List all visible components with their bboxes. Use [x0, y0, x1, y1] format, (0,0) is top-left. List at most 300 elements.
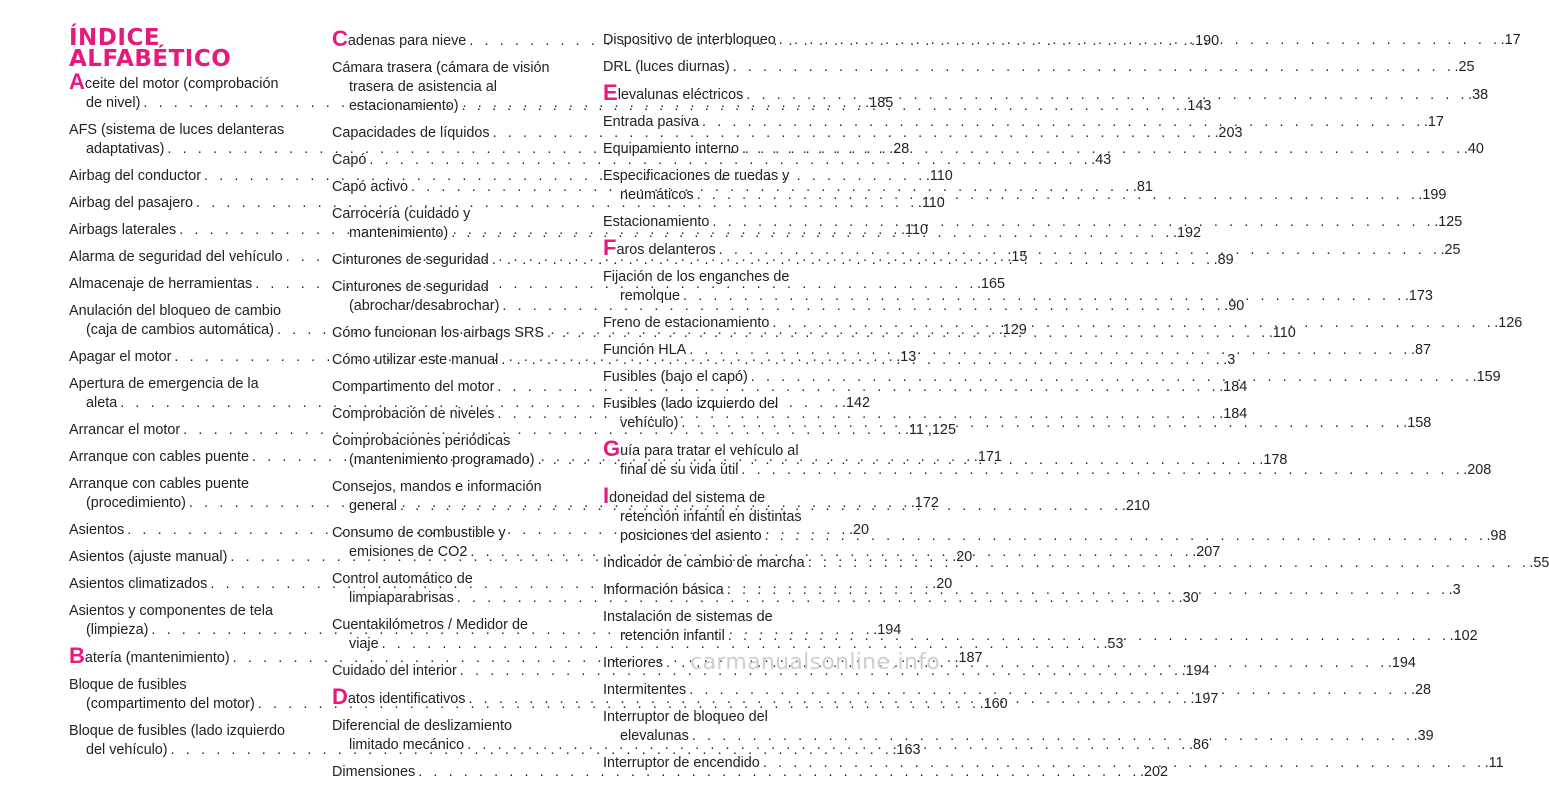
index-entry-text: [603, 681, 686, 700]
index-entry-text: [69, 575, 207, 594]
index-entry-line: [332, 478, 568, 497]
index-entry-text: [332, 206, 470, 222]
index-entry-term: Entrada pasiva: [603, 114, 699, 130]
index-entry-term: Función HLA: [603, 342, 687, 358]
page-number: .102: [1449, 628, 1478, 644]
index-entry-term: Intermitentes: [603, 682, 687, 698]
leader-dots: [760, 754, 1485, 773]
index-entry-text: [349, 543, 467, 562]
page-number: .55: [1529, 555, 1549, 571]
index-entry-text: [603, 341, 686, 360]
index-entry-term: adaptativas): [86, 141, 165, 157]
index-entry-term: viaje: [349, 636, 379, 652]
page-number: .43: [1091, 152, 1112, 168]
index-entry: [603, 58, 1475, 77]
page-number: .86: [1189, 737, 1210, 753]
index-entry-text: [69, 348, 171, 367]
index-entry-text: [332, 324, 544, 343]
index-entry-text: [620, 414, 678, 433]
index-entry-term: Indicador de cambio de marcha: [603, 555, 805, 571]
index-entry-text: [332, 405, 494, 424]
index-entry-term: Cómo funcionan los airbags SRS: [332, 325, 544, 341]
index-entry-term: Información básica: [603, 582, 724, 598]
index-entry-text: [332, 763, 415, 782]
index-entry-text: [349, 97, 459, 116]
index-entry-text: [332, 433, 510, 449]
index-entry-term: Airbag del pasajero: [69, 195, 193, 211]
index-entry-text: [332, 684, 466, 709]
index-entry-text: [620, 186, 694, 205]
page-number: .172: [910, 495, 939, 511]
page-title-line-2: ALFABÉTICO: [69, 46, 232, 72]
index-entry-text: [332, 60, 550, 76]
leader-dots: [694, 186, 1419, 205]
page-title-line-1: ÍNDICE: [69, 25, 161, 51]
index-entry-term: Fijación de los enganches de: [603, 269, 790, 285]
page-number: .90: [1224, 298, 1245, 314]
leader-dots: [730, 58, 1455, 77]
index-entry-line: [603, 608, 839, 627]
index-entry-line: [69, 676, 305, 695]
index-entry-text: [86, 321, 274, 340]
index-entry-text: [603, 168, 789, 184]
index-entry-line: [332, 78, 568, 97]
index-entry-text: [86, 741, 168, 760]
index-entry-text: [332, 279, 489, 295]
index-entry-term: general: [349, 498, 398, 514]
index-entry-text: [332, 571, 473, 587]
index-entry-text: [603, 396, 778, 412]
index-entry-term: Capó: [332, 152, 367, 168]
index-entry: [332, 124, 1243, 143]
index-entry-term: Bloque de fusibles: [69, 677, 187, 693]
index-entry-term: Cuentakilómetros / Medidor de: [332, 617, 528, 633]
index-entry-line: [332, 432, 568, 451]
index-entry-term: de nivel): [86, 95, 141, 111]
page-title: [69, 25, 232, 72]
index-entry-term: Dimensiones: [332, 764, 416, 780]
index-entry-text: [69, 603, 273, 619]
index-entry-text: [603, 58, 730, 77]
index-entry-term: final de su vida útil: [620, 462, 739, 478]
index-entry-text: [620, 727, 689, 746]
section-initial-letter: B: [69, 643, 85, 668]
index-entry-term: (mantenimiento programado): [349, 452, 535, 468]
page-number: .190: [1191, 33, 1220, 49]
leader-dots: [680, 287, 1405, 306]
index-entry-term: neumáticos: [620, 187, 694, 203]
page-number: .17: [1423, 114, 1444, 130]
index-entry: [332, 151, 1112, 170]
index-entry-text: [332, 151, 366, 170]
index-entry-term: Especificaciones de ruedas y: [603, 168, 790, 184]
index-entry-text: [603, 113, 699, 132]
page-number: .187: [954, 650, 983, 666]
index-entry-term: Anulación del bloqueo de cambio: [69, 303, 282, 319]
index-entry-line: [69, 375, 305, 394]
index-entry-text: [349, 297, 499, 316]
index-entry-text: [86, 494, 186, 513]
leader-dots: [686, 341, 1411, 360]
page-number: .28: [1411, 682, 1432, 698]
index-entry-line: [603, 483, 839, 508]
index-entry-text: [69, 122, 284, 138]
index-entry-text: [349, 451, 535, 470]
index-entry-term: Comprobaciones periódicas: [332, 433, 511, 449]
page-number: .126: [1494, 315, 1523, 331]
page-number: .163: [892, 742, 921, 758]
index-entry-text: [69, 723, 285, 739]
index-entry-term: atería (mantenimiento): [84, 650, 230, 666]
leader-dots: [686, 681, 1411, 700]
section-initial-letter: C: [332, 26, 348, 51]
index-entry-term: Cuidado del interior: [332, 663, 457, 679]
page-number: .143: [1183, 98, 1212, 114]
index-entry-line: [332, 59, 568, 78]
index-entry-line: [69, 602, 305, 621]
index-entry-text: [69, 421, 180, 440]
index-entry-term: Estacionamiento: [603, 214, 710, 230]
leader-dots: [709, 213, 1434, 232]
index-entry-last-line: [603, 58, 1475, 77]
index-entry-term: Asientos y componentes de tela: [69, 603, 273, 619]
index-entry-text: [332, 662, 457, 681]
index-entry-term: Carrocería (cuidado y: [332, 206, 471, 222]
page-number: .28: [889, 141, 910, 157]
index-entry-text: [603, 754, 760, 773]
index-entry-term: levalunas eléctricos: [617, 87, 744, 103]
index-entry-text: [69, 476, 249, 492]
page-number: .20: [952, 549, 973, 565]
leader-dots: [805, 554, 1530, 573]
index-entry-term: Apertura de emergencia de la: [69, 376, 259, 392]
index-entry-last-line: [332, 151, 1112, 170]
leader-dots: [678, 414, 1403, 433]
section-initial-letter: D: [332, 684, 348, 709]
index-entry-text: [332, 124, 490, 143]
index-entry-term: Arranque con cables puente: [69, 476, 250, 492]
page-number: .173: [1404, 288, 1433, 304]
index-entry-text: [332, 351, 498, 370]
index-entry-term: limpiaparabrisas: [349, 590, 454, 606]
index-entry-text: [349, 635, 379, 654]
index-entry-line: [603, 395, 839, 414]
leader-dots: [739, 140, 1464, 159]
index-entry-term: vehículo): [620, 415, 679, 431]
leader-dots: [689, 727, 1414, 746]
index-entry-text: [349, 736, 464, 755]
index-entry-term: (limpieza): [86, 622, 149, 638]
index-entry-line: [603, 167, 839, 186]
index-entry-text: [86, 94, 140, 113]
index-entry-term: trasera de asistencia al: [349, 79, 497, 95]
page-number: .20: [932, 576, 953, 592]
index-entry-term: limitado mecánico: [349, 737, 465, 753]
index-entry-last-line: [603, 113, 1444, 132]
index-entry-text: [603, 368, 748, 387]
page-number: .53: [1103, 636, 1124, 652]
page-number: .194: [1181, 663, 1210, 679]
page-number: .171: [973, 449, 1002, 465]
index-entry-term: Fusibles (lado izquierdo del: [603, 396, 779, 412]
index-entry-text: [69, 221, 176, 240]
index-entry-term: Almacenaje de herramientas: [69, 276, 253, 292]
index-entry-last-line: [332, 543, 1221, 562]
index-entry-term: estacionamiento): [349, 98, 459, 114]
index-entry-text: [69, 303, 281, 319]
index-entry-text: [86, 621, 148, 640]
index-entry-line: [332, 570, 568, 589]
index-entry-text: [620, 461, 738, 480]
index-entry-line: [69, 121, 305, 140]
page-number: .194: [873, 622, 902, 638]
page-number: .11 ,125: [905, 422, 956, 438]
index-entry-text: [69, 194, 193, 213]
index-entry-text: [620, 287, 680, 306]
index-entry-term: doneidad del sistema de: [609, 490, 766, 506]
page-number: .185: [865, 95, 894, 111]
index-entry-text: [69, 376, 259, 392]
page-number: .158: [1403, 415, 1432, 431]
index-entry-text: [620, 527, 762, 546]
leader-dots: [769, 314, 1494, 333]
index-entry-text: [332, 378, 494, 397]
index-entry-term: atos identificativos: [347, 691, 466, 707]
index-entry-term: retención infantil: [620, 628, 725, 644]
index-entry-term: Asientos: [69, 522, 125, 538]
page-number: .125: [1434, 214, 1463, 230]
index-entry-line: [332, 616, 568, 635]
page-number: .202: [1140, 764, 1169, 780]
index-entry-term: Capó activo: [332, 179, 408, 195]
page-number: .184: [1219, 379, 1248, 395]
index-entry-term: Compartimento del motor: [332, 379, 495, 395]
page-number: .110: [917, 195, 945, 211]
index-entry-term: Cinturones de seguridad: [332, 252, 489, 268]
page-number: .194: [1387, 655, 1416, 671]
index-entry-term: Equipamiento interno: [603, 141, 740, 157]
page-number: .38: [1468, 87, 1489, 103]
index-entry-term: DRL (luces diurnas): [603, 59, 730, 75]
leader-dots: [724, 581, 1449, 600]
index-entry-text: [603, 269, 789, 285]
index-entry-term: emisiones de CO2: [349, 544, 468, 560]
page-number: .30: [1178, 590, 1199, 606]
page-number: .184: [1219, 406, 1248, 422]
index-entry-term: Instalación de sistemas de: [603, 609, 773, 625]
index-entry-text: [86, 695, 255, 714]
index-entry-line: [332, 278, 568, 297]
index-entry-term: Comprobación de niveles: [332, 406, 495, 422]
index-entry-term: retención infantil en distintas: [620, 509, 802, 525]
index-entry-term: adenas para nieve: [347, 33, 467, 49]
page-number: .159: [1472, 369, 1501, 385]
page-number: .160: [979, 696, 1008, 712]
page-number: .199: [1418, 187, 1447, 203]
index-entry-text: [603, 554, 805, 573]
index-entry-text: [603, 235, 716, 260]
index-entry-term: Capacidades de líquidos: [332, 125, 490, 141]
index-entry-term: Consumo de combustible y: [332, 525, 506, 541]
page-number: .25: [1440, 242, 1461, 258]
index-entry-line: [332, 717, 568, 736]
leader-dots: [743, 86, 1468, 105]
index-entry-text: [332, 26, 467, 51]
index-entry: [603, 113, 1444, 132]
index-entry-text: [86, 140, 164, 159]
index-entry-text: [620, 509, 802, 525]
section-initial-letter: G: [603, 436, 621, 461]
index-entry-term: Cómo utilizar este manual: [332, 352, 499, 368]
index-entry-last-line: [332, 297, 1245, 316]
page-number: .110: [1268, 325, 1296, 341]
index-entry-term: Diferencial de deslizamiento: [332, 718, 512, 734]
index-entry-term: elevalunas: [620, 728, 689, 744]
index-entry-text: [69, 275, 252, 294]
index-entry-text: [603, 709, 768, 725]
page-number: .3: [1448, 582, 1461, 598]
index-entry-term: posiciones del asiento: [620, 528, 762, 544]
page-number: .89: [1213, 252, 1234, 268]
index-entry-line: [332, 524, 568, 543]
index-entry-text: [69, 248, 283, 267]
index-entry-text: [603, 483, 766, 508]
leader-dots: [776, 31, 1501, 50]
index-entry-text: [332, 525, 506, 541]
index-entry-term: aros delanteros: [616, 242, 716, 258]
index-entry-line: [603, 436, 839, 461]
page-number: .25: [1454, 59, 1475, 75]
index-entry-line: [69, 302, 305, 321]
page-number: .165: [977, 276, 1006, 292]
index-entry-text: [603, 654, 663, 673]
index-entry-term: Arrancar el motor: [69, 422, 181, 438]
index-entry-last-line: [332, 124, 1243, 143]
page-number: .142: [842, 395, 871, 411]
page-number: .40: [1463, 141, 1484, 157]
index-entry-term: (procedimiento): [86, 495, 186, 511]
index-entry-term: Alarma de seguridad del vehículo: [69, 249, 283, 265]
index-entry-line: [69, 69, 305, 94]
page-number: .203: [1214, 125, 1243, 141]
index-entry-term: Interruptor de bloqueo del: [603, 709, 768, 725]
page-number: .17: [1500, 32, 1521, 48]
index-entry-line: [69, 475, 305, 494]
index-entry-text: [332, 617, 528, 633]
index-entry-term: uía para tratar el vehículo al: [620, 443, 799, 459]
page-number: .3: [1223, 352, 1236, 368]
index-entry-term: (caja de cambios automática): [86, 322, 274, 338]
index-entry-text: [86, 394, 117, 413]
index-entry-term: Bloque de fusibles (lado izquierdo: [69, 723, 286, 739]
index-entry-term: AFS (sistema de luces delanteras: [69, 122, 285, 138]
index-entry-line: [603, 508, 839, 527]
index-entry-term: Cinturones de seguridad: [332, 279, 489, 295]
index-entry-text: [603, 140, 739, 159]
page-number: .20: [849, 522, 870, 538]
index-entry-line: [603, 708, 839, 727]
index-entry-term: Interruptor de encendido: [603, 755, 760, 771]
leader-dots: [725, 627, 1450, 646]
index-entry-text: [349, 497, 397, 516]
index-entry-term: remolque: [620, 288, 680, 304]
index-entry-term: Asientos climatizados: [69, 576, 208, 592]
index-entry-text: [332, 718, 512, 734]
page-number: .207: [1192, 544, 1221, 560]
index-entry-term: Airbag del conductor: [69, 168, 201, 184]
index-entry-text: [69, 69, 279, 94]
index-entry-term: Freno de estacionamiento: [603, 315, 770, 331]
leader-dots: [699, 113, 1424, 132]
index-entry-last-line: [332, 378, 1248, 397]
index-entry-term: Arranque con cables puente: [69, 449, 250, 465]
page-number: .39: [1413, 728, 1434, 744]
index-entry-text: [349, 589, 454, 608]
page-number: .87: [1411, 342, 1432, 358]
index-entry-text: [69, 521, 124, 540]
page-number: .15: [1007, 249, 1028, 265]
index-entry-text: [332, 178, 408, 197]
leader-dots: [738, 461, 1463, 480]
index-entry-text: [69, 548, 227, 567]
section-initial-letter: A: [69, 69, 85, 94]
index-entry-text: [620, 627, 725, 646]
page-number: .98: [1486, 528, 1507, 544]
index-entry-text: [603, 31, 776, 50]
index-entry-term: mantenimiento): [349, 225, 449, 241]
leader-dots: [762, 527, 1487, 546]
index-entry-text: [603, 436, 799, 461]
page-number: .13: [896, 349, 917, 365]
index-entry-term: (compartimento del motor): [86, 696, 255, 712]
index-entry-term: Airbags laterales: [69, 222, 177, 238]
index-entry-line: [69, 722, 305, 741]
index-entry: [332, 378, 1248, 397]
index-entry-term: del vehículo): [86, 742, 168, 758]
index-entry-line: [332, 205, 568, 224]
section-initial-letter: E: [603, 80, 618, 105]
index-entry-text: [603, 609, 773, 625]
index-entry-last-line: [603, 461, 1492, 480]
index-entry-text: [69, 448, 249, 467]
index-entry-term: Apagar el motor: [69, 349, 172, 365]
leader-dots: [716, 241, 1441, 260]
index-entry-term: Interiores: [603, 655, 663, 671]
index-entry-text: [349, 79, 497, 95]
page-number: .110: [901, 222, 928, 238]
index-entry-text: [69, 167, 201, 186]
index-entry-term: (abrochar/desabrochar): [349, 298, 500, 314]
index-entry-term: Cámara trasera (cámara de visión: [332, 60, 550, 76]
page-number: .197: [1190, 691, 1219, 707]
index-entry-text: [603, 581, 724, 600]
index-entry-text: [603, 314, 769, 333]
index-entry-text: [332, 479, 542, 495]
index-entry-term: Control automático de: [332, 571, 473, 587]
index-entry-term: aleta: [86, 395, 118, 411]
index-entry-text: [603, 213, 709, 232]
section-initial-letter: F: [603, 235, 617, 260]
index-entry-term: Consejos, mandos e información: [332, 479, 542, 495]
page-number: .210: [1121, 498, 1150, 514]
index-entry-term: Fusibles (bajo el capó): [603, 369, 748, 385]
index-entry-term: Dispositivo de interbloqueo: [603, 32, 776, 48]
page-number: .208: [1463, 462, 1492, 478]
index-entry-term: Asientos (ajuste manual): [69, 549, 228, 565]
page-number: .178: [1259, 452, 1288, 468]
page-number: .11: [1484, 755, 1504, 771]
page-number: .129: [998, 322, 1027, 338]
